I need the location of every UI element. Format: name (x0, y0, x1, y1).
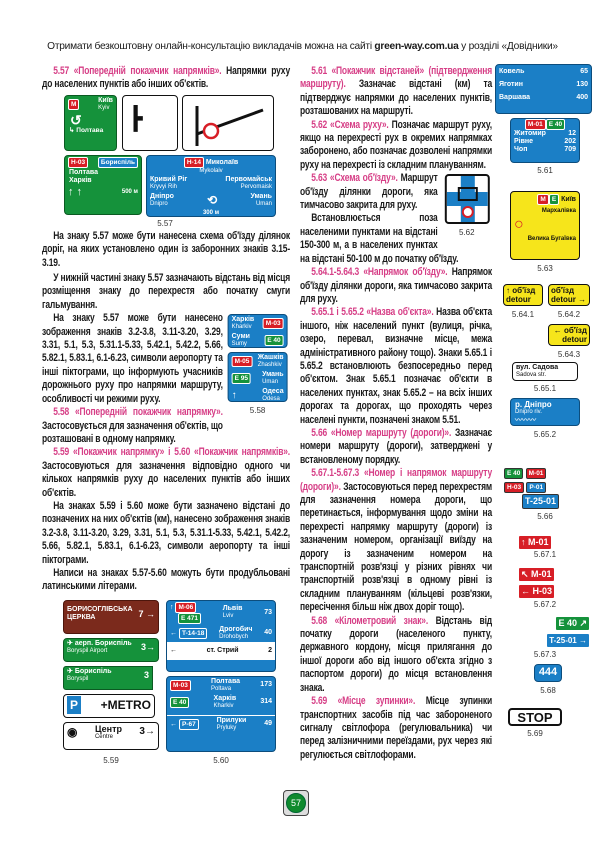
para-5-57 (42, 65, 290, 92)
text (65, 185, 141, 199)
text (211, 678, 240, 693)
text (147, 192, 275, 209)
text (511, 146, 579, 154)
text: На знаку 5.57 може бути нанесена схема об'їзду ділянок доріг, на яких установлено один із заборонних знаків 3.15-3.19. (42, 229, 291, 269)
caption: 5.61 (537, 166, 553, 175)
text: ○ (514, 216, 524, 233)
text: ✈ аерп. Бориспіль Boryspil Airport (67, 639, 132, 654)
text (463, 207, 473, 217)
text: ↑ M-01 (518, 535, 552, 550)
text: Суми (231, 333, 250, 341)
text: T-25-01 (522, 494, 559, 509)
sign-5-65-2 (510, 398, 580, 426)
text: 130 (576, 81, 588, 88)
text: P-67 (179, 719, 199, 730)
text: Яготин (499, 81, 523, 88)
text: Odesa (262, 396, 280, 403)
text: об'їзд (512, 286, 536, 295)
text (65, 96, 116, 113)
sign-5-67-1 (518, 532, 552, 550)
sign-5-59-centre (63, 722, 159, 750)
text: Centre (94, 733, 113, 740)
text: Полтава (69, 168, 99, 176)
text (229, 353, 287, 370)
text: Poltava (211, 685, 232, 692)
text: H-03 (504, 482, 524, 493)
text: ↑ ↑ (68, 185, 83, 198)
text: 500 м (121, 188, 138, 195)
paragraph (300, 119, 492, 173)
text: Житомир (514, 130, 546, 137)
text: Київ (561, 196, 576, 203)
section-heading: 5.68 «Кілометровий знак». (311, 614, 429, 627)
text: ← H-03 (518, 584, 555, 599)
text: На знаку 5.57 може бути нанесено зображення знаків 3.2-3.8, 3.11-3.20, 3.29, 3.31, 5.1, 5.3, 5.31.1-5.33, 5.42.1, 5.42.2, 5.66, 5.82.1, 5.83.1, 6.1-6.23, символи аеропорту та інші піктограми, що інформують учасників дорожнього руху про напрямки маршруту, особливості чи режими руху. (42, 312, 223, 405)
paragraph (300, 615, 492, 695)
text: E 40 (264, 335, 283, 346)
text: Uman (255, 200, 272, 207)
caption: 5.66 (537, 512, 553, 521)
text (229, 315, 287, 332)
text (262, 371, 284, 386)
section-heading: 5.59 «Покажчик напрямку» і 5.60 «Покажчик напрямків». (53, 446, 291, 459)
sign-5-62-block (441, 174, 492, 242)
text: Умань (262, 371, 284, 379)
text: Рівне (514, 138, 534, 145)
caption: 5.62 (459, 228, 475, 238)
text: Львів (222, 605, 243, 613)
text: 7 → (138, 608, 155, 619)
text (204, 124, 218, 138)
text (511, 192, 579, 207)
sign-5-57-d (64, 155, 142, 215)
text: Boryspil Airport (67, 647, 108, 654)
text: Зазначає відстані (км) та підтверджує напрямки до населених пунктів, розташованих на маршруті. (300, 78, 492, 118)
text (65, 156, 141, 169)
page-number (283, 790, 309, 816)
text: аерп. Бориспіль (74, 639, 132, 647)
text: ↺ (70, 111, 82, 128)
text: 3 (140, 642, 146, 653)
text: Застосовуються перед перехрестям для зазначення номера дороги, що перетинається, інформування щодо зміни на перехресті напрямку маршруту (дороги) із зазначеним номером, організації виїзду на дорогу із зазначеним номером на транспортній розв'язці у різних рівнях чи транспортній розв'язці в одному рівні із складним плануванням (кільцеві розв'язки, пересічення більш ніж двох доріг тощо). (300, 480, 492, 614)
text: Одеса (262, 388, 284, 396)
caption: 5.60 (213, 755, 229, 765)
caption: 5.59 (103, 755, 119, 765)
text: Полтава (211, 677, 241, 685)
text: E 40 (170, 697, 189, 708)
text: 65 (580, 68, 588, 75)
caption: 5.68 (540, 686, 556, 695)
text: 173 (260, 681, 272, 689)
text: M-01 (526, 468, 547, 479)
text: об'їзд (563, 326, 587, 335)
text: ⟲ (207, 193, 218, 208)
text (258, 354, 284, 369)
left-column (42, 65, 290, 770)
text: detour (562, 335, 587, 344)
text: 709 (564, 146, 576, 153)
text (496, 65, 591, 77)
text: ↑ M-06 E 471 (170, 602, 201, 624)
text: вул. Садова (516, 364, 559, 371)
text (511, 138, 579, 146)
sign-5-59-boryspil (63, 666, 153, 690)
section-heading: 5.62 «Схема руху». (311, 118, 389, 131)
signs-5-58-block (228, 314, 290, 426)
text: Чоп (514, 146, 528, 153)
text (150, 176, 187, 191)
text: Харків (213, 694, 237, 702)
text (150, 193, 174, 208)
text: M-03 (263, 318, 284, 329)
text: H-03 (68, 157, 88, 168)
paragraph (300, 65, 492, 119)
paragraph (300, 266, 492, 306)
paragraph (42, 446, 290, 500)
text (228, 314, 290, 426)
text: Написи на знаках 5.57-5.60 можуть бути продубльовані латинськими літерами. (42, 566, 291, 593)
caption: 5.64.1 (511, 310, 535, 319)
sign-5-59-church (63, 600, 159, 634)
text: ← P-67 (170, 719, 199, 730)
signs-5-59-5-60-block (42, 600, 290, 770)
text: Zhashkiv (257, 362, 282, 369)
section-heading: 5.69 «Місце зупинки». (311, 695, 416, 708)
text: Бориспіль (74, 667, 112, 675)
text: T-25-01 (549, 636, 577, 645)
text: M-06 (175, 602, 196, 613)
text: P (67, 696, 81, 714)
text: об'їзд (551, 286, 575, 295)
section-heading: 5.58 «Попередній покажчик напрямку». (53, 406, 223, 419)
text: Sadova str. (516, 372, 547, 378)
text (262, 388, 283, 403)
text: Dnipro riv. (515, 409, 542, 415)
section-heading: 5.63 «Схема об'їзду». (311, 172, 398, 185)
sign-5-60-b (166, 676, 276, 752)
text (229, 387, 287, 404)
text: ┣ (129, 105, 143, 131)
section-heading: 5.61 «Покажчик відстаней» (підтвердження маршруту). (300, 65, 492, 91)
signs-5-66 (504, 466, 590, 509)
text (95, 724, 122, 741)
text (232, 316, 255, 331)
text: Позначає маршрут руху, якщо на перехресті рух в окремих напрямках заборонено, або позначає дозволені напрямки руху на перехресті із складним плануванням. (300, 118, 493, 171)
text: 2 (268, 646, 272, 654)
text (229, 370, 287, 387)
text: ↳ Полтава (69, 126, 104, 134)
sign-5-58-b (228, 352, 288, 402)
text (42, 600, 290, 770)
text: 〰〰〰 (515, 417, 536, 424)
text (229, 332, 287, 349)
text: Київ (98, 96, 113, 104)
caption: 5.63 (537, 264, 553, 273)
text (167, 601, 275, 625)
sign-5-69: STOP (508, 708, 562, 726)
text: E 40 (546, 119, 565, 130)
sign-5-58-a (228, 314, 288, 348)
text (511, 130, 579, 138)
text (147, 175, 275, 192)
text: ◉ (67, 725, 78, 740)
text: На знаках 5.59 і 5.60 може бути зазначено відстані до позначених на них об'єктів (км), нанесено зображення знаків 3.2-3.8, 3.11-3.20, 3.29, 3.31, 5.1, 5.3, 5.31.1-5.33, 5.42.1, 5.42.2, 5.66, 5.82.1, 5.83.1, 6.1-6.23, символи аеропорту та інші піктограми. (42, 499, 291, 566)
caption: 5.57 (157, 218, 173, 228)
text: E 40 (504, 468, 523, 479)
text: Застосовуються для зазначення відповідно одного чи кількох напрямків руху до населених пунктів або інших об'єктів. (42, 459, 290, 499)
text (147, 156, 275, 175)
caption: 5.67.3 (533, 650, 557, 659)
caption: 5.65.1 (533, 384, 557, 393)
text: Жашків (257, 354, 284, 362)
text: Отримати безкоштовну онлайн-консультацію викладачів можна на сайті (47, 41, 375, 52)
text: ст. Стрий (206, 646, 239, 654)
page-header (30, 41, 575, 52)
text (441, 174, 492, 242)
paragraph (42, 500, 290, 567)
sign-5-61-a (495, 64, 592, 114)
sign-5-67-3 (510, 614, 590, 648)
sign-5-61-b (510, 118, 580, 163)
text: H-14 (184, 157, 204, 168)
text (64, 639, 158, 656)
text: ← T-14-18 (170, 628, 207, 639)
text: 300 м (202, 209, 220, 216)
sign-5-64-1: ↑ об'їзд detour (503, 284, 543, 306)
text: Встановлюється поза населеними пунктами на відстані 150-300 м, а в населених пунктах на відстані 50-100 м до початку об'їзду. (300, 212, 459, 265)
text: Boryspil (67, 675, 89, 682)
text (496, 90, 591, 103)
text (447, 176, 488, 222)
text: H-03 (532, 586, 553, 596)
text: detour (506, 295, 531, 304)
text (42, 92, 290, 230)
text (183, 96, 271, 148)
text: Назва об'єкта іншого, ніж населений пункт (вулиця, річка, озеро, перевал, визначне місце, межа адміністративного району тощо). Знаки 5.65.1 і 5.65.2 встановлюють безпосередньо перед об'єктом. Знак 5.65.1 позначає об'єкти в населених пунктах, знак 5.65.2 – на всіх інших дорогах та дорогах, що проходять через населені пункти, позначені знаком 5.51. (300, 306, 492, 426)
text: 12 (568, 130, 576, 137)
text: Застосовується для зазначення об'єктів, що розташовані в одному напрямку. (42, 419, 223, 445)
paragraph (300, 427, 492, 467)
sign-5-59-metro (63, 694, 155, 718)
text: E 95 (232, 373, 251, 384)
text: T-25-01 → (546, 633, 590, 648)
text (167, 625, 275, 642)
text (64, 695, 154, 715)
text: У нижній частині знаку 5.57 зазначають відстань від місця розміщення знаку до перехрестя або початку смуги гальмування. (42, 272, 291, 311)
text: 3 (139, 726, 145, 738)
sign-5-62 (445, 174, 490, 224)
text: БОРИСОГЛІБСЬКА ЦЕРКВА (67, 605, 133, 621)
text: detour (551, 295, 576, 304)
site-link[interactable]: green-way.com.ua (374, 41, 459, 52)
paragraph (300, 467, 492, 614)
text: Мархалівка (541, 208, 576, 214)
paragraph (42, 272, 290, 312)
text: P-01 (526, 482, 546, 493)
text: 73 (264, 608, 272, 616)
text (496, 77, 591, 90)
text: M (68, 99, 79, 110)
text: Варшава (499, 94, 531, 101)
text: ✈ Бориспіль Boryspil (67, 667, 112, 682)
text: 40 (264, 629, 272, 637)
text (223, 605, 243, 620)
text: Дніпро (150, 192, 174, 200)
text: Центр (94, 723, 122, 734)
paragraph (300, 306, 492, 427)
text: Lviv (222, 613, 234, 620)
text: Місце зупинки транспортних засобів під час забороненого сигналу світлофора (регулювальника) чи перед залізничними переїздами, рух через які регулюється світлофорами. (300, 695, 492, 761)
paragraph (300, 172, 492, 238)
text (98, 97, 113, 112)
text: Зазначає номери маршруту (дороги), затверджені у встановленому порядку. (300, 426, 492, 466)
text: Миколаїв (205, 158, 239, 166)
section-heading: 5.64.1-5.64.3 «Напрямок об'їзду». (311, 266, 448, 279)
text: Напрямки руху до населених пунктів або інших об'єктів. (42, 65, 290, 91)
section-heading: 5.57 «Попередній покажчик напрямків». (53, 65, 222, 77)
text: ↖ M-01 (518, 567, 555, 582)
text: Ковель (499, 68, 525, 75)
sign-5-59-airport (63, 638, 159, 662)
text: 400 (576, 94, 588, 101)
caption: 5.67.1 (533, 550, 557, 559)
text (232, 333, 250, 348)
text: Прилуки (216, 716, 247, 724)
text: M-01 (531, 569, 552, 579)
text: ← (170, 646, 177, 654)
caption: 5.65.2 (533, 430, 557, 439)
text: 57 (286, 793, 306, 813)
text (219, 626, 252, 641)
text: M-01 (528, 537, 549, 547)
caption: 5.69 (527, 729, 543, 738)
text: Kharkiv (213, 702, 234, 709)
text: Kharkiv (231, 324, 252, 331)
text: M-03 (170, 680, 191, 691)
text: E 40 ↗ (555, 616, 590, 631)
text: Drohobych (219, 633, 249, 640)
text: Первомайськ (225, 175, 272, 183)
right-column (300, 65, 492, 762)
section-heading: 5.65.1 і 5.65.2 «Назва об'єкта». (311, 306, 434, 319)
text: T-14-18 (179, 628, 207, 639)
sign-5-65-1 (512, 362, 578, 381)
text (217, 717, 247, 732)
text (511, 119, 579, 130)
text: Відстань від початку дороги (населеного пункту, державного кордону, місця прилягання до іншої дороги або від іншого об'єкта згідно з паспортом дороги) до місця встановлення знака. (300, 614, 492, 694)
text: Uman (262, 379, 279, 386)
text (167, 715, 275, 733)
paragraph (300, 695, 492, 762)
paragraph (42, 567, 290, 594)
text: р. Дніпро (515, 400, 552, 409)
text: M-01 (525, 119, 546, 130)
text: Умань (250, 192, 272, 200)
text: Маршрут об'їзду ділянки дороги, яка тимчасово закрита для руху. (300, 172, 438, 212)
caption: 5.67.2 (533, 600, 557, 609)
sign-5-57-e (146, 155, 276, 217)
text: ↑ (231, 389, 237, 401)
text: у розділі «Довідники» (458, 41, 558, 52)
text (64, 667, 152, 684)
text: Dnipro (150, 200, 168, 207)
sign-5-57-a (64, 95, 117, 151)
sign-5-60-a (166, 600, 276, 672)
sign-5-57-b (122, 95, 178, 151)
section-heading: 5.67.1-5.67.3 «Номер і напрямок маршруту (дороги)». (300, 467, 492, 493)
text (250, 193, 272, 208)
caption: 5.64.2 (557, 310, 581, 319)
caption: 5.58 (249, 406, 266, 416)
text: Кривий Ріг (150, 175, 188, 183)
text: 3→ (140, 642, 155, 653)
text: Напрямок об'їзду ділянки дороги, яка тимчасово закрита для руху. (300, 266, 492, 305)
text (167, 677, 275, 694)
text: 7 (138, 608, 144, 619)
text: Бориспіль (98, 157, 138, 168)
text: Дрогобич (219, 625, 253, 633)
sign-5-68: 444 (534, 664, 562, 682)
text: +METRO (100, 697, 151, 712)
text (64, 723, 158, 742)
text: E 40 (558, 618, 577, 628)
text: 49 (264, 720, 272, 728)
text: Sumy (231, 341, 247, 348)
text (167, 642, 275, 660)
text (167, 694, 275, 711)
text: 314 (260, 698, 272, 706)
text: Pryluky (216, 724, 237, 731)
text: M (537, 194, 548, 205)
text: M-05 (232, 356, 253, 367)
sign-5-64-2: об'їзд detour → (548, 284, 590, 306)
text: Kyiv (98, 104, 110, 111)
text: 202 (564, 138, 576, 145)
text: 3 (143, 670, 149, 681)
text: Харків (231, 316, 255, 324)
text: E 471 (178, 613, 201, 624)
paragraph (42, 230, 290, 270)
text (64, 601, 158, 623)
caption: 5.64.3 (557, 350, 581, 359)
text: Pervomaisk (240, 183, 272, 190)
text: 3→ (139, 726, 155, 738)
text: Kryvyi Rih (150, 183, 178, 190)
text: Mykolaiv (199, 167, 223, 174)
text (225, 176, 272, 191)
sign-5-67-2 (518, 565, 555, 599)
sign-5-63 (510, 191, 580, 260)
text: Полтава (76, 126, 104, 134)
text: Харків (69, 176, 92, 184)
text: Велика Бугаївка (527, 236, 576, 242)
text (214, 695, 237, 710)
sign-5-64-3: ← об'їзд detour (548, 324, 590, 346)
section-heading: 5.66 «Номер маршруту (дороги)». (311, 426, 452, 439)
signs-5-57-block (42, 92, 290, 230)
text: E (549, 194, 559, 205)
sign-5-57-c (182, 95, 274, 151)
